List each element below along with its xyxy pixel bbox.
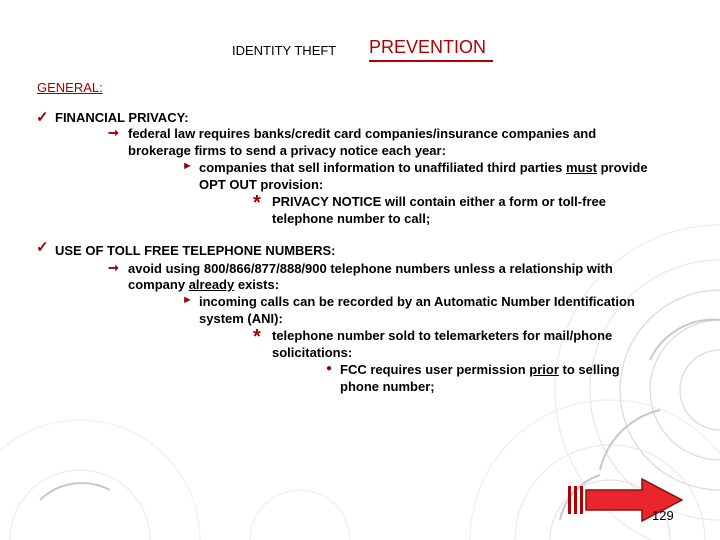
toll-free-heading: USE OF TOLL FREE TELEPHONE NUMBERS: [55, 243, 336, 258]
financial-subsub-line: telephone number to call; [272, 211, 431, 226]
toll-free-subsub-line: telephone number sold to telemarketers for mail/phone [272, 328, 613, 343]
financial-subsub-line: PRIVACY NOTICE will contain either a form or toll-free [272, 194, 606, 209]
star-bullet-icon: * [253, 326, 261, 348]
toll-free-item-line: avoid using 800/866/877/888/900 telephone numbers unless a relationship with [128, 261, 613, 276]
financial-sub-line: OPT OUT provision: [199, 177, 324, 192]
toll-free-leaf-line: phone number; [340, 379, 435, 394]
toll-free-sub-line: system (ANI): [199, 311, 283, 326]
title-underline [369, 60, 493, 62]
financial-privacy-heading: FINANCIAL PRIVACY: [55, 110, 189, 125]
financial-item-line: brokerage firms to send a privacy notice each year: [128, 143, 446, 158]
toll-free-leaf-line: FCC requires user permission prior to selling [340, 362, 620, 377]
arrow-bullet-icon: ➞ [108, 260, 119, 275]
financial-item-line: federal law requires banks/credit card companies/insurance companies and [128, 126, 597, 141]
checkmark-icon: ✓ [36, 239, 49, 256]
section-heading: GENERAL: [37, 80, 103, 95]
triangle-bullet-icon: ► [182, 294, 193, 306]
title-prefix: IDENTITY THEFT [232, 43, 337, 58]
toll-free-sub-line: incoming calls can be recorded by an Automatic Number Identification [199, 294, 635, 309]
arrow-bullet-icon: ➞ [108, 125, 119, 140]
toll-free-item-line: company already exists: [128, 277, 280, 292]
title-keyword: PREVENTION [369, 37, 487, 57]
toll-free-subsub-line: solicitations: [272, 345, 353, 360]
checkmark-icon: ✓ [36, 109, 49, 126]
page-number: 129 [652, 508, 674, 523]
star-bullet-icon: * [253, 192, 261, 214]
dot-bullet-icon: ● [326, 363, 333, 374]
financial-sub-line: companies that sell information to unaffiliated third parties must provide [199, 160, 648, 175]
triangle-bullet-icon: ► [182, 160, 193, 172]
